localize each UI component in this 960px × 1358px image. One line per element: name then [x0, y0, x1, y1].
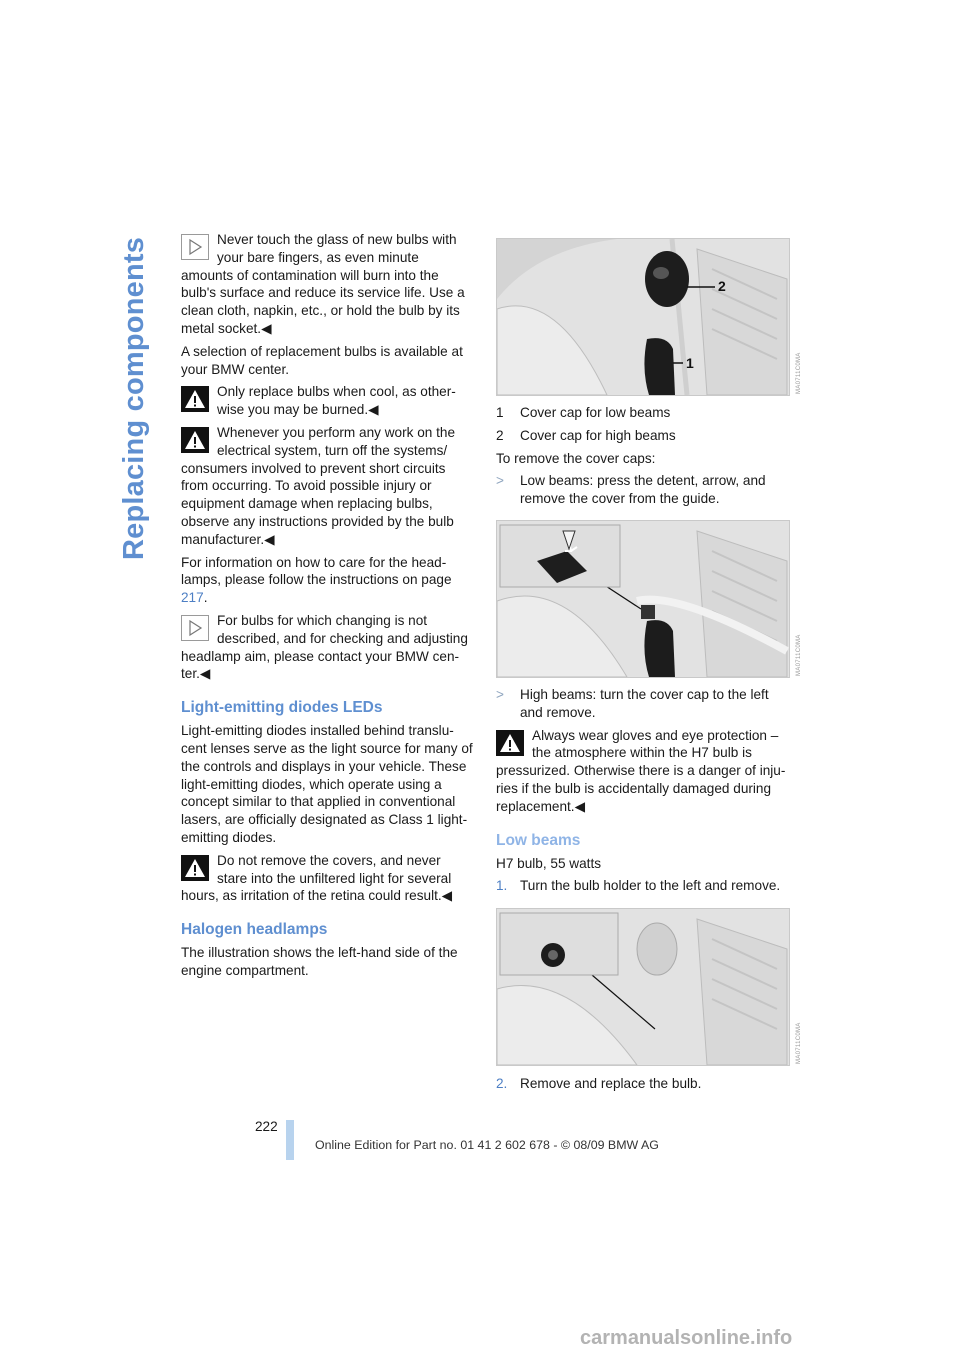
heading-halogen: Halogen headlamps	[181, 921, 328, 939]
heading-low-beams: Low beams	[496, 831, 581, 849]
left-column	[181, 231, 473, 985]
warning-led-covers: Do not remove the covers, and never stare into the unfiltered light for several hours, as irritation of the retina could result.◀	[181, 852, 453, 904]
heading-leds: Light-emitting diodes LEDs	[181, 699, 383, 717]
bullet-marker: >	[496, 687, 504, 702]
engine-illustration	[497, 239, 789, 395]
para-leds: Light-emitting diodes installed behind translu-cent lenses serve as the light source for many of the controls and displays in your vehicle. These light-emitting diodes, which operate using a concept similar to that applied in conventional lasers, are officially designated as Class 1 light-emitting diodes.	[181, 723, 473, 845]
figure2-code: MA0711C0MA	[796, 634, 802, 676]
watermark: carmanualsonline.info	[580, 1327, 793, 1349]
note-other-bulbs: For bulbs for which changing is not described, and for checking and adjusting headlamp aim, please contact your BMW cen-ter.◀	[181, 612, 468, 682]
edition-footer: Online Edition for Part no. 01 41 2 602 678 - © 08/09 BMW AG	[315, 1138, 659, 1152]
note-arrow-icon	[181, 615, 209, 641]
figure1-code: MA0711C0MA	[796, 352, 802, 394]
right-column-bottom	[496, 1075, 792, 1098]
step-2: 2. Remove and replace the bulb.	[496, 1076, 702, 1091]
section-title: Replacing components	[118, 236, 150, 560]
remove-intro: To remove the cover caps:	[496, 450, 656, 466]
legend-item: 2 Cover cap for high beams	[496, 427, 676, 443]
warning-hot-bulbs: Only replace bulbs when cool, as other-wise you may be burned.◀	[181, 383, 473, 419]
para-headlamp-care: For information on how to care for the head-lamps, please follow the instructions on page 217.	[181, 554, 452, 606]
callout-2: 2	[718, 278, 726, 294]
bullet-high-beams: > High beams: turn the cover cap to the left and remove.	[496, 687, 769, 720]
page-number: 222	[255, 1119, 278, 1134]
figure-low-beam-cover	[496, 520, 790, 678]
note-arrow-icon	[181, 234, 209, 260]
low-beam-spec: H7 bulb, 55 watts	[496, 855, 602, 871]
bullet-low-beams: > Low beams: press the detent, arrow, and remove the cover from the guide.	[496, 473, 766, 507]
callout-1: 1	[686, 355, 694, 371]
warning-gloves: Always wear gloves and eye protection – the atmosphere within the H7 bulb is pressurized. Otherwise there is a danger of inju-ries if the bulb is accidentally damaged during replacement.◀	[496, 727, 786, 814]
page-link[interactable]: 217	[181, 590, 204, 606]
warning-triangle-icon	[181, 855, 209, 881]
figure-bulb-holder	[496, 908, 790, 1066]
bullet-marker: >	[496, 473, 504, 489]
step-1: 1. Turn the bulb holder to the left and remove.	[496, 878, 781, 894]
low-beam-cover-illustration	[497, 521, 789, 677]
bulb-holder-illustration	[497, 909, 789, 1065]
figure-engine-compartment	[496, 238, 790, 396]
footer-accent-bar	[286, 1120, 294, 1160]
warning-electrical: Whenever you perform any work on the electrical system, turn off the systems/ consumers involved to prevent short circuits from occurring. To avoid possible injury or equipment damage when replacing bulbs, observe any instructions provided by the bulb manufacturer.◀	[181, 424, 456, 547]
right-column	[496, 404, 792, 513]
warning-triangle-icon	[496, 730, 524, 756]
note-bulb-glass: Never touch the glass of new bulbs with your bare fingers, as even minute amounts of contamination will burn into the bulb's surface and reduce its service life. Use a clean cloth, napkin, etc., or hold the bulb by its metal socket.◀	[181, 232, 465, 336]
figure3-code: MA0711C0MA	[796, 1022, 802, 1064]
para-replacement-bulbs: A selection of replacement bulbs is available at your BMW center.	[181, 343, 463, 377]
legend-item: 1 Cover cap for low beams	[496, 405, 671, 420]
right-column-lower	[496, 686, 792, 900]
warning-triangle-icon	[181, 427, 209, 453]
warning-triangle-icon	[181, 386, 209, 412]
para-halogen: The illustration shows the left-hand side of the engine compartment.	[181, 945, 458, 978]
